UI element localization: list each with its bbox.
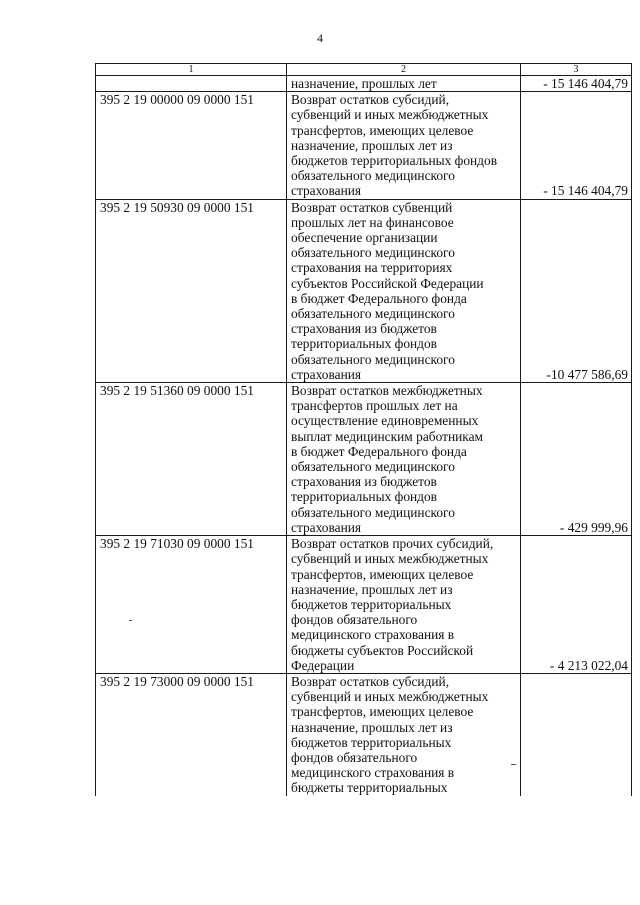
budget-code-cell: 395 2 19 00000 09 0000 151 — [96, 92, 287, 199]
description-line: фондов обязательного — [291, 612, 418, 628]
description-line: выплат медицинским работникам — [291, 428, 483, 444]
description-line: трансфертов, имеющих целевое — [291, 566, 474, 582]
description-line: обязательного медицинского — [291, 351, 455, 367]
description-line: трансфертов, имеющих целевое — [291, 122, 474, 138]
page-number: 4 — [317, 31, 323, 45]
description-line: обязательного медицинского — [291, 168, 455, 184]
description-line: обязательного медицинского — [291, 245, 455, 261]
description-line: фондов обязательного — [291, 749, 418, 765]
description-line: бюджеты субъектов Российской — [291, 642, 474, 658]
description-line: медицинского страхования в — [291, 627, 455, 643]
description-line: назначение, прошлых лет из — [291, 719, 453, 735]
description-line: субъектов Российской Федерации — [291, 275, 484, 291]
description-line: Федерации — [291, 657, 355, 673]
description-line: Возврат остатков прочих субсидий, — [291, 536, 494, 552]
description-line: территориальных фондов — [291, 489, 438, 505]
table-row — [96, 383, 632, 536]
table-body — [96, 64, 632, 796]
description-line: территориальных фондов — [291, 336, 438, 352]
table-row — [96, 76, 632, 92]
description-line: страхования — [291, 183, 362, 199]
description-line: медицинского страхования в — [291, 765, 455, 781]
description-line: страхования — [291, 519, 362, 535]
description-line: трансфертов, имеющих целевое — [291, 704, 474, 720]
description-line: бюджетов территориальных — [291, 734, 452, 750]
description-line: субвенций и иных межбюджетных — [291, 689, 489, 705]
description-line: в бюджет Федерального фонда — [291, 443, 467, 459]
scan-speck — [129, 620, 132, 621]
description-line: бюджетов территориальных фондов — [291, 153, 498, 169]
budget-code-cell: 395 2 19 73000 09 0000 151 — [96, 673, 287, 795]
budget-code-cell — [96, 76, 287, 92]
scan-speck — [511, 764, 516, 765]
description-line: назначение, прошлых лет — [291, 76, 437, 91]
description-line: осуществление единовременных — [291, 413, 479, 429]
description-line: бюджетов территориальных — [291, 596, 452, 612]
description-line: обязательного медицинского — [291, 306, 455, 322]
budget-return-table — [95, 63, 632, 796]
amount-cell: - 429 999,96 — [521, 383, 632, 536]
description-line: Возврат остатков субсидий, — [291, 673, 450, 689]
table-row — [96, 673, 632, 795]
description-line: обязательного медицинского — [291, 504, 455, 520]
amount-cell: - 15 146 404,79 — [521, 92, 632, 199]
budget-code-cell: 395 2 19 71030 09 0000 151 — [96, 536, 287, 674]
description-line: бюджеты территориальных — [291, 780, 448, 796]
income-description-cell — [287, 76, 521, 92]
income-description-cell — [287, 199, 521, 382]
column-number-row — [96, 64, 632, 76]
table-row — [96, 92, 632, 199]
income-description-cell — [287, 673, 521, 795]
description-line: Возврат остатков субсидий, — [291, 92, 450, 108]
income-description-cell — [287, 92, 521, 199]
description-line: Возврат остатков субвенций — [291, 199, 453, 215]
table-row — [96, 536, 632, 674]
description-line: обеспечение организации — [291, 230, 438, 246]
description-line: назначение, прошлых лет из — [291, 581, 453, 597]
amount-cell — [521, 673, 632, 795]
budget-code-cell: 395 2 19 50930 09 0000 151 — [96, 199, 287, 382]
description-line: страхования из бюджетов — [291, 474, 437, 490]
amount-cell: - 4 213 022,04 — [521, 536, 632, 674]
column-header-code: 1 — [96, 64, 287, 76]
table-row — [96, 199, 632, 382]
budget-code-cell: 395 2 19 51360 09 0000 151 — [96, 383, 287, 536]
description-line: прошлых лет на финансовое — [291, 214, 454, 230]
income-description-cell — [287, 383, 521, 536]
description-line: трансфертов прошлых лет на — [291, 398, 458, 414]
description-line: назначение, прошлых лет из — [291, 137, 453, 153]
description-line: страхования из бюджетов — [291, 321, 437, 337]
amount-cell: - 15 146 404,79 — [521, 76, 632, 92]
description-line: Возврат остатков межбюджетных — [291, 383, 483, 399]
column-header-sum: 3 — [521, 64, 632, 76]
description-line: страхования — [291, 366, 362, 382]
amount-cell: -10 477 586,69 — [521, 199, 632, 382]
description-line: субвенций и иных межбюджетных — [291, 107, 489, 123]
description-line: страхования на территориях — [291, 260, 453, 276]
description-line: субвенций и иных межбюджетных — [291, 551, 489, 567]
column-header-name: 2 — [287, 64, 521, 76]
income-description-cell — [287, 536, 521, 674]
description-line: в бюджет Федерального фонда — [291, 290, 467, 306]
description-line: обязательного медицинского — [291, 459, 455, 475]
